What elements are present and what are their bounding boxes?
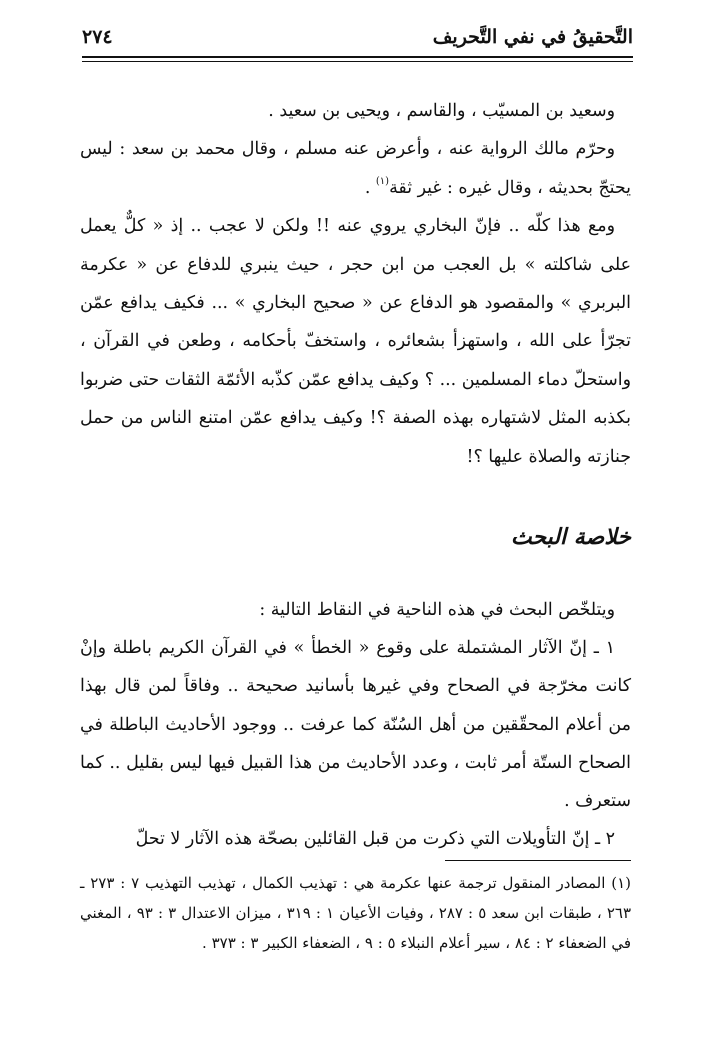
summary-point-2: ٢ ـ إنّ التأويلات التي ذكرت من قبل القائلين بصحّة هذه الآثار لا تحلّ xyxy=(135,829,615,850)
running-header xyxy=(82,22,633,58)
summary-point-1: ١ ـ إنّ الآثار المشتملة على وقوع « الخطأ » في القرآن الكريم باطلة وإنْ كانت مخرّجة في الصحاح وفي غيرها بأسانيد صحيحة .. وفاقاً لمن قال بهذا من أعلام المحقّقين من أهل السُنّة كما عرفت .. ووجود الأحاديث الباطلة في الصحاح الستّة أمر ثابت ، وعدد الأحاديث من هذا القبيل فيها ليس بقليل .. كما ستعرف . xyxy=(80,638,631,812)
header-rule-thin xyxy=(82,61,633,62)
page-number: ٢٧٤ xyxy=(82,26,113,48)
section-heading: خلاصة البحث xyxy=(510,524,631,550)
main-text xyxy=(80,92,631,476)
footnote: (١) المصادر المنقول ترجمة عنها عكرمة هي : تهذيب الكمال ، تهذيب التهذيب ٧ : ٢٧٣ ـ ٢٦٣ ، طبقات ابن سعد ٥ : ٢٨٧ ، وفيات الأعيان ١ : ٣١٩ ، ميزان الاعتدال ٣ : ٩٣ ، المغني في الضعفاء ٢ : ٨٤ ، سير أعلام النبلاء ٥ : ٩ ، الضعفاء الكبير ٣ : ٣٧٣ . xyxy=(80,874,631,952)
paragraph-2: وحرّم مالك الرواية عنه ، وأعرض عنه مسلم ، وقال محمد بن سعد : ليس يحتجّ بحديثه ، وقال غيره : غير ثقة$^{(١)}$ . xyxy=(80,139,631,198)
footnote-separator xyxy=(445,860,631,861)
paragraph-2-text: وحرّم مالك الرواية عنه ، وأعرض عنه مسلم ، وقال محمد بن سعد : ليس يحتجّ بحديثه ، وقال غيره : غير ثقة xyxy=(80,139,631,198)
header-title: التَّحقيقُ في نفي التَّحريف xyxy=(432,26,633,48)
header-rule-thick xyxy=(82,56,633,58)
footnote-marker: (١) xyxy=(375,175,390,187)
paragraph-1: وسعيد بن المسيّب ، والقاسم ، ويحيى بن سعيد . xyxy=(268,101,615,121)
summary-text xyxy=(80,591,631,858)
paragraph-3: ومع هذا كلّه .. فإنّ البخاري يروي عنه !! ولكن لا عجب .. إذ « كلٌّ يعمل على شاكلته » بل العجب من ابن حجر ، حيث ينبري للدفاع عن « عكرمة البربري » والمقصود هو الدفاع عن « صحيح البخاري » ... فكيف يدافع عمّن تجرّأ على الله ، واستهزأ بشعائره ، واستخفّ بأحكامه ، وطعن في القرآن ، واستحلّ دماء المسلمين ... ؟ وكيف يدافع عمّن كذّبه الأئمّة الثقات حتى ضربوا بكذبه المثل لاشتهاره بهذه الصفة ؟! وكيف يدافع عمّن امتنع الناس من حمل جنازته والصلاة عليها ؟! xyxy=(80,216,631,467)
summary-intro: ويتلخّص البحث في هذه الناحية في النقاط التالية : xyxy=(259,600,615,620)
